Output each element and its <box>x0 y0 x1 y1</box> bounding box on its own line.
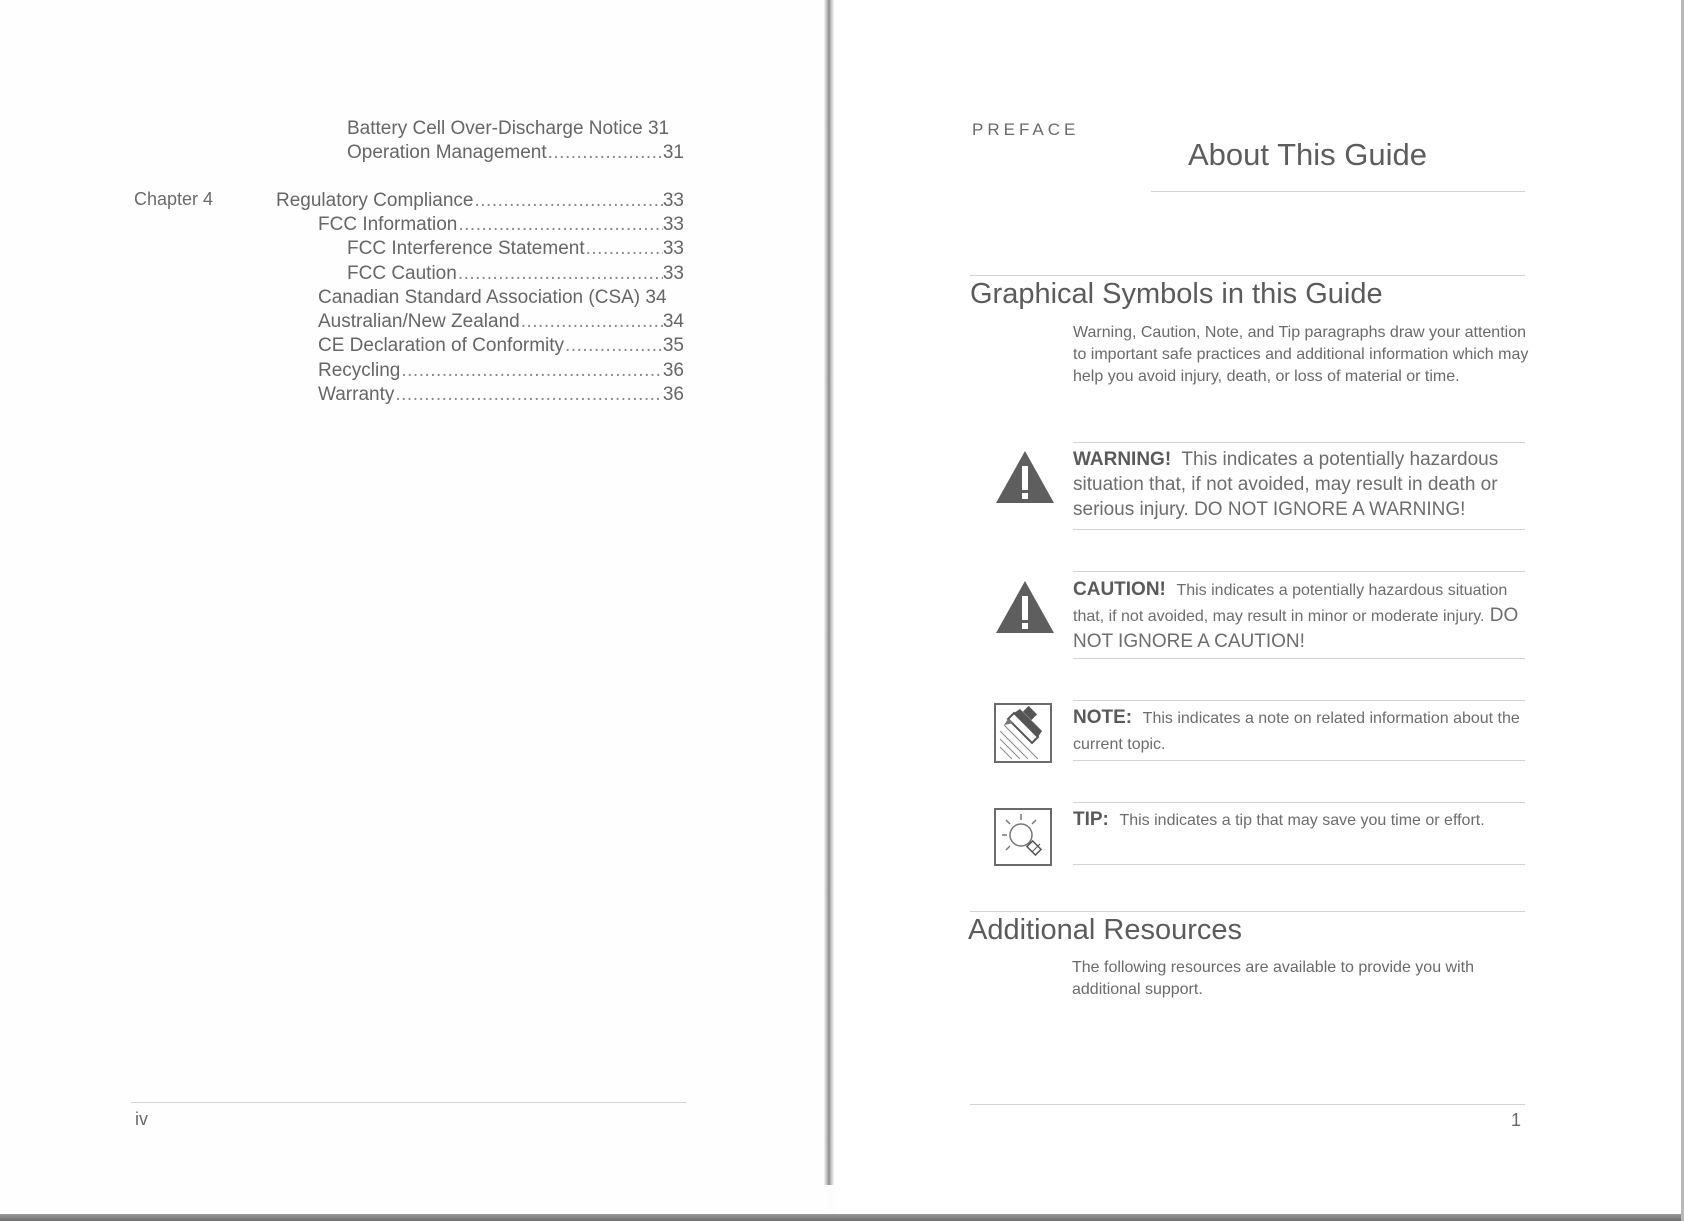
toc-entry-title: Warranty <box>318 384 395 405</box>
notice-rule <box>1073 700 1525 701</box>
section-heading: Graphical Symbols in this Guide <box>970 278 1383 310</box>
note-pencil-icon <box>994 703 1052 763</box>
toc-entry-title: Australian/New Zealand <box>318 311 520 332</box>
toc-entry <box>318 359 684 383</box>
toc-entry <box>276 189 684 213</box>
notice-rule <box>1073 760 1525 761</box>
resources-paragraph: The following resources are available to provide you with additional support. <box>1072 959 1474 998</box>
toc-entry-title: Recycling <box>318 360 401 381</box>
toc-entry <box>347 117 684 141</box>
warning-triangle-icon <box>994 449 1056 505</box>
notice-rule <box>1073 658 1525 659</box>
tip-notice <box>1073 807 1543 833</box>
toc-entry-page: 36 <box>662 384 684 405</box>
caution-notice <box>1073 577 1523 654</box>
toc-leader-dots <box>520 310 663 334</box>
toc-entry <box>318 213 684 237</box>
toc-entry-title: FCC Interference Statement <box>347 238 585 259</box>
toc-leader-dots <box>400 359 662 383</box>
toc-entry <box>347 141 684 165</box>
toc-entry-title: CE Declaration of Conformity <box>318 335 565 356</box>
toc-leader-dots <box>394 383 662 407</box>
toc-leader-dots <box>585 237 663 261</box>
section-rule <box>970 275 1525 276</box>
toc-entry-title: FCC Information <box>318 214 458 235</box>
notice-rule <box>1073 864 1525 865</box>
toc-entry-page: 33 <box>662 214 684 235</box>
page-number: iv <box>135 1109 148 1129</box>
notice-rule <box>1073 802 1525 803</box>
left-page <box>0 0 826 1221</box>
toc-entry-title: Regulatory Compliance <box>276 190 474 211</box>
toc-entry-title: Canadian Standard Association (CSA) <box>318 287 641 308</box>
intro-paragraph: Warning, Caution, Note, and Tip paragraphs draw your attention to important safe practices and additional information which may help you avoid injury, death, or loss of material or time. <box>1073 324 1529 385</box>
warning-notice <box>1073 447 1523 522</box>
toc-leader-dots <box>547 141 663 165</box>
preface-label: PREFACE <box>972 120 1080 139</box>
tip-lightbulb-icon <box>994 808 1052 866</box>
toc-entry-title: FCC Caution <box>347 263 457 284</box>
page-title: About This Guide <box>1188 137 1427 172</box>
toc-entry-page: 34 <box>645 287 667 308</box>
title-rule <box>1151 191 1525 192</box>
page-number: 1 <box>1511 1110 1522 1130</box>
toc-entry-page: 31 <box>662 142 684 163</box>
tip-text: This indicates a tip that may save you time or effort. <box>1119 812 1485 829</box>
toc-entry <box>318 334 684 358</box>
toc-entry-page: 35 <box>662 335 684 356</box>
toc-entry-title: Operation Management <box>347 142 547 163</box>
toc-entry-page: 33 <box>662 238 684 259</box>
toc-leader-dots <box>457 262 663 286</box>
toc-entry-page: 33 <box>662 190 684 211</box>
toc-entry <box>347 262 684 286</box>
caution-text: This indicates a potentially hazardous situation that, if not avoided, may result in minor or moderate injury. <box>1073 582 1508 625</box>
caution-keyword: CAUTION! <box>1073 579 1166 600</box>
toc-leader-dots <box>474 189 663 213</box>
footer-rule <box>970 1104 1525 1105</box>
toc-leader-dots <box>564 334 663 358</box>
scan-bottom-edge <box>0 1214 1684 1221</box>
note-keyword: NOTE: <box>1073 707 1133 728</box>
chapter-label: Chapter 4 <box>134 189 214 209</box>
note-notice <box>1073 705 1523 757</box>
toc-entry-page: 34 <box>662 311 684 332</box>
toc-entry <box>347 237 684 261</box>
toc-entry-page: 33 <box>662 263 684 284</box>
toc-entry-page: 31 <box>647 118 670 139</box>
toc-leader-dots <box>457 213 662 237</box>
footer-rule <box>131 1102 686 1103</box>
section-rule <box>970 911 1525 912</box>
toc-entry <box>318 286 684 310</box>
toc-entry <box>318 310 684 334</box>
notice-rule <box>1073 571 1525 572</box>
book-spine <box>824 0 834 1185</box>
warning-text: This indicates a potentially hazardous situation that, if not avoided, may result in death or serious injury. DO NOT IGNORE A WARNING! <box>1073 449 1499 520</box>
caution-triangle-icon <box>994 579 1056 635</box>
toc-entry-title: Battery Cell Over-Discharge Notice <box>347 118 643 139</box>
tip-keyword: TIP: <box>1073 809 1109 830</box>
caution-emphasis: DO NOT IGNORE A CAUTION! <box>1073 605 1519 652</box>
toc-entry-page: 36 <box>662 360 684 381</box>
warning-keyword: WARNING! <box>1073 449 1172 470</box>
toc-entry <box>318 383 684 407</box>
notice-rule <box>1073 442 1525 443</box>
note-text: This indicates a note on related information about the current topic. <box>1073 710 1520 753</box>
section-heading: Additional Resources <box>968 914 1243 946</box>
notice-rule <box>1073 529 1525 530</box>
